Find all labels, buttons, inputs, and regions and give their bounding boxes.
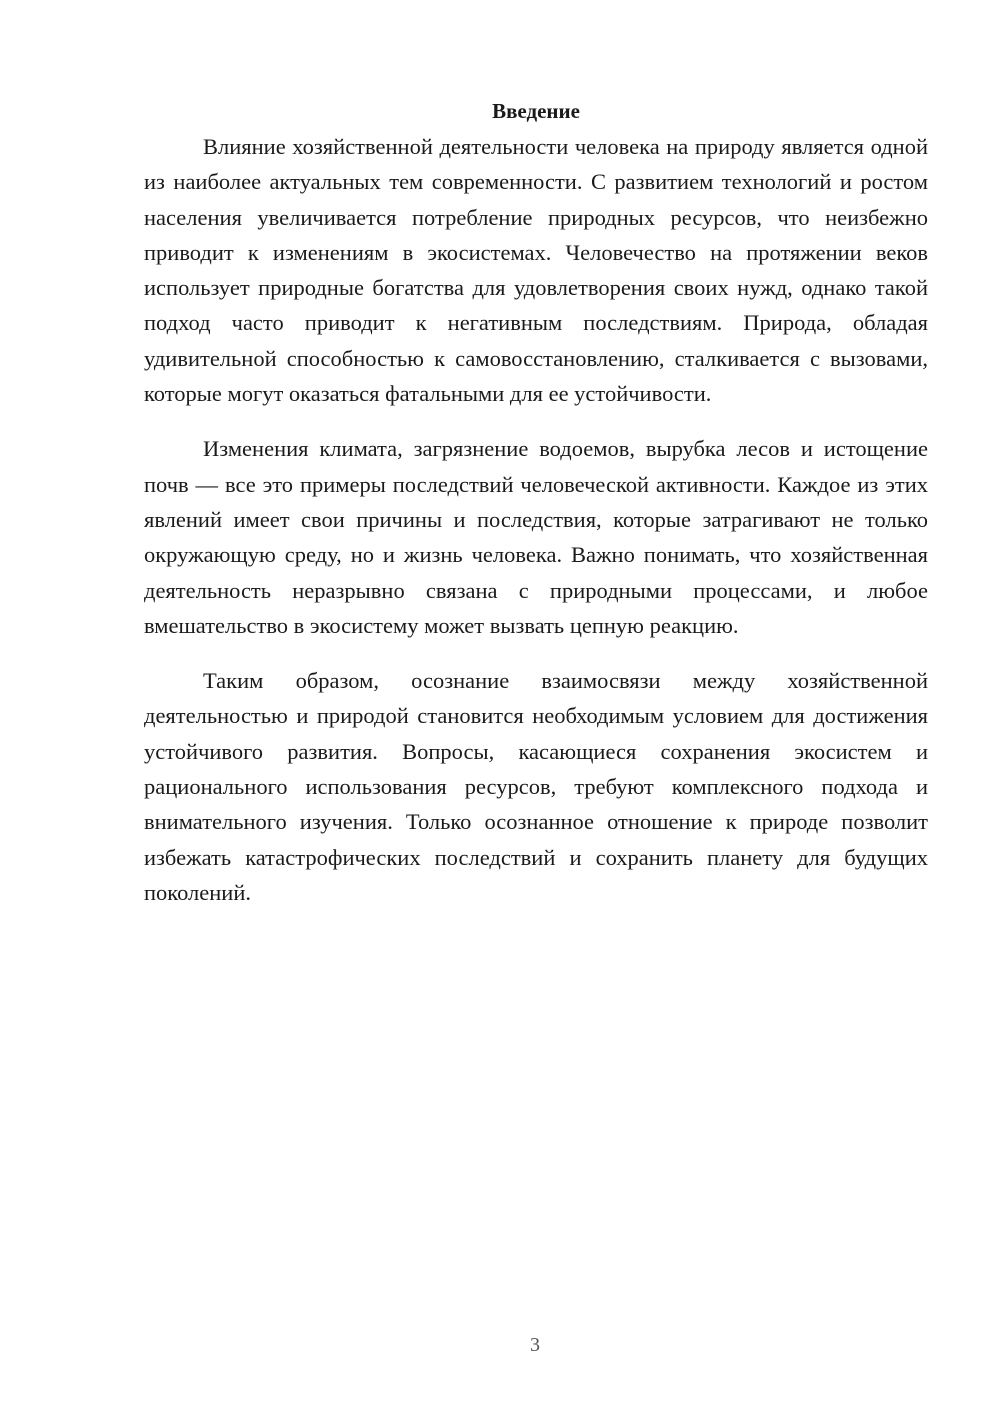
paragraph-2: Изменения климата, загрязнение водоемов, вырубка лесов и истощение почв — все это примеры последствий человеческой активности. Каждое из этих явлений имеет свои причины и последствия, которые затрагивают не только окружающую среду, но и жизнь человека. Важно понимать, что хозяйственная деятельность неразрывно связана с природными процессами, и любое вмешательство в экосистему может вызвать цепную реакцию. [144,436,928,638]
section-heading: Введение [492,99,580,123]
paragraph-1: Влияние хозяйственной деятельности человека на природу является одной из наиболее актуальных тем современности. С развитием технологий и ростом населения увеличивается потребление природных ресурсов, что неизбежно приводит к изменениям в экосистемах. Человечество на протяжении веков использует природные богатства для удовлетворения своих нужд, однако такой подход часто приводит к негативным последствиям. Природа, обладая удивительной способностью к самовосстановлению, сталкивается с вызовами, которые могут оказаться фатальными для ее устойчивости. [144,134,928,407]
page-content [144,94,928,910]
page-number: 3 [530,1334,540,1356]
paragraph-3: Таким образом, осознание взаимосвязи между хозяйственной деятельностью и природой становится необходимым условием для достижения устойчивого развития. Вопросы, касающиеся сохранения экосистем и рационального использования ресурсов, требуют комплексного подхода и внимательного изучения. Только осознанное отношение к природе позволит избежать катастрофических последствий и сохранить планету для будущих поколений. [144,668,928,905]
